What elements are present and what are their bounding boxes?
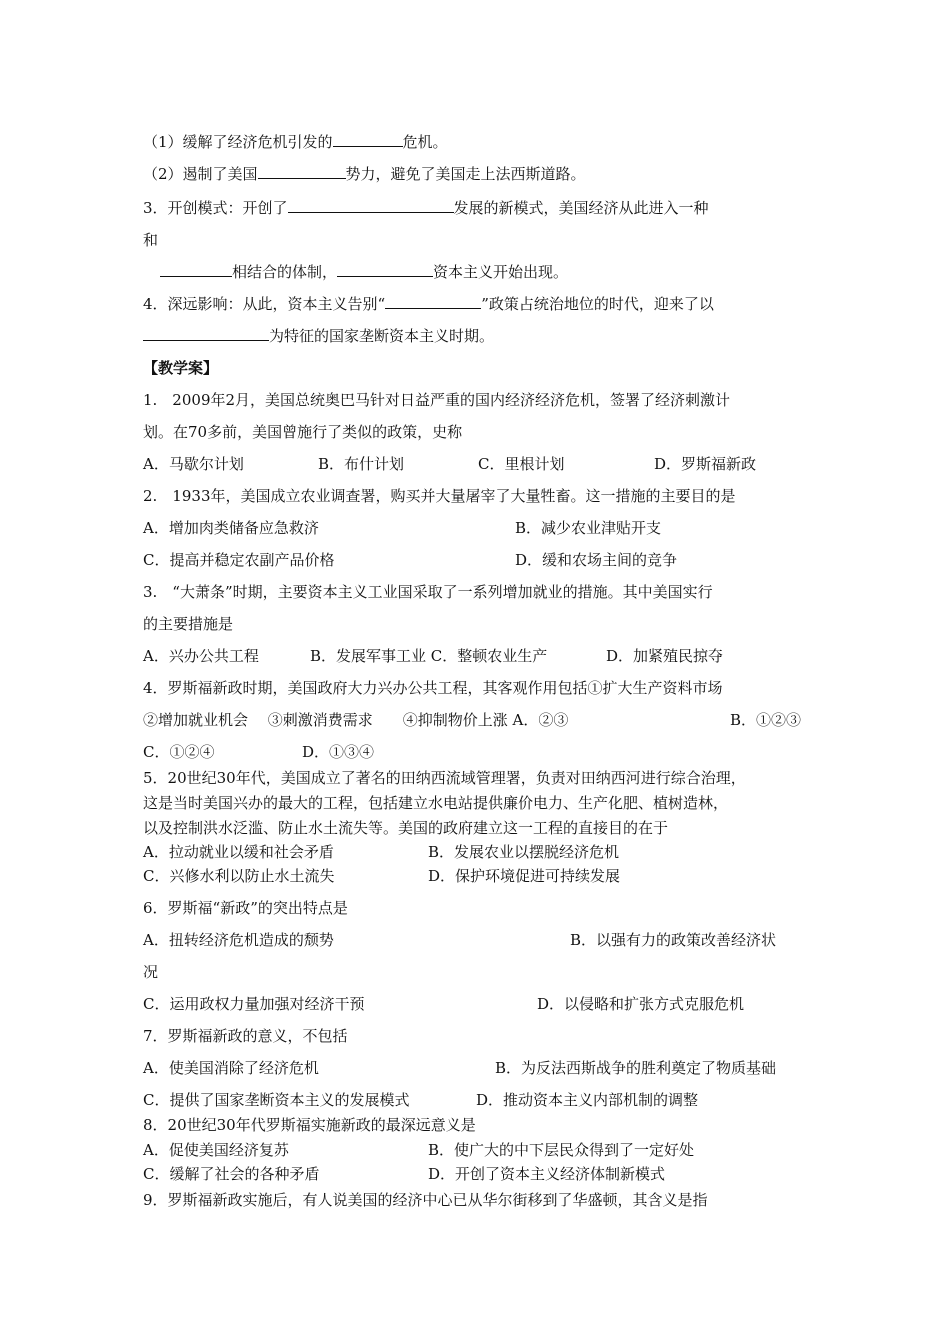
- q5-option-c[interactable]: C．兴修水利以防止水土流失: [143, 867, 335, 885]
- q6-option-a[interactable]: A．扭转经济危机造成的颓势: [143, 931, 334, 949]
- fill-text: 资本主义开始出现。: [433, 263, 569, 281]
- q8-option-a[interactable]: A．促使美国经济复苏: [143, 1141, 289, 1159]
- q1-stem-line-2: 划。在70多前，美国曾施行了类似的政策，史称: [143, 423, 463, 441]
- answer-blank[interactable]: [333, 132, 403, 147]
- q4-stem-line-1: 4．罗斯福新政时期，美国政府大力兴办公共工程，其客观作用包括①扩大生产资料市场: [143, 679, 723, 697]
- fill-text: 相结合的体制，: [232, 263, 338, 281]
- q5-stem-line-3: 以及控制洪水泛滥、防止水土流失等。美国的政府建立这一工程的直接目的在于: [143, 819, 669, 837]
- q7-option-a[interactable]: A．使美国消除了经济危机: [143, 1059, 319, 1077]
- fill-line-2: [143, 164, 586, 184]
- fill-line-7: [143, 326, 494, 346]
- q1-option-d[interactable]: D．罗斯福新政: [654, 455, 757, 473]
- q2-option-d[interactable]: D．缓和农场主间的竞争: [515, 551, 678, 569]
- q3-stem-line-2: 的主要措施是: [143, 615, 234, 633]
- q5-stem-line-2: 这是当时美国兴办的最大的工程，包括建立水电站提供廉价电力、生产化肥、植树造林，: [143, 794, 729, 812]
- q4-stem-line-2: ②增加就业机会 ③刺激消费需求 ④抑制物价上涨 A．②③: [143, 711, 569, 729]
- q4-option-c[interactable]: C．①②④: [143, 743, 215, 761]
- q2-option-b[interactable]: B．减少农业津贴开支: [515, 519, 662, 537]
- fill-line-3: [143, 198, 709, 218]
- fill-text: （2）遏制了美国: [143, 165, 258, 183]
- answer-blank[interactable]: [337, 262, 433, 277]
- q2-stem-line-1: 2. 1933年，美国成立农业调查署，购买并大量屠宰了大量牲畜。这一措施的主要目的是: [143, 487, 736, 505]
- q5-option-a[interactable]: A．拉动就业以缓和社会矛盾: [143, 843, 334, 861]
- q1-option-b[interactable]: B．布什计划: [318, 455, 405, 473]
- q7-option-d[interactable]: D．推动资本主义内部机制的调整: [476, 1091, 699, 1109]
- fill-text: 危机。: [402, 133, 448, 151]
- q2-option-a[interactable]: A．增加肉类储备应急救济: [143, 519, 319, 537]
- q6-option-d[interactable]: D．以侵略和扩张方式克服危机: [537, 995, 745, 1013]
- q5-option-b[interactable]: B．发展农业以摆脱经济危机: [428, 843, 620, 861]
- fill-line-5: [160, 262, 568, 282]
- q3-option-d[interactable]: D．加紧殖民掠夺: [606, 647, 724, 665]
- fill-text: （1）缓解了经济危机引发的: [143, 133, 333, 151]
- q5-stem-line-1: 5．20世纪30年代，美国成立了著名的田纳西流域管理署，负责对田纳西河进行综合治理，: [143, 769, 746, 787]
- q7-option-b[interactable]: B．为反法西斯战争的胜利奠定了物质基础: [495, 1059, 777, 1077]
- fill-text: 为特征的国家垄断资本主义时期。: [269, 327, 495, 345]
- q7-stem-line-1: 7．罗斯福新政的意义，不包括: [143, 1027, 348, 1045]
- q6-option-b[interactable]: B．以强有力的政策改善经济状: [570, 931, 777, 949]
- q2-option-c[interactable]: C．提高并稳定农副产品价格: [143, 551, 335, 569]
- fill-text: 势力，避免了美国走上法西斯道路。: [345, 165, 586, 183]
- q6-option-b-wrap: 况: [143, 963, 159, 981]
- q9-stem-line-1: 9．罗斯福新政实施后，有人说美国的经济中心已从华尔街移到了华盛顿，其含义是指: [143, 1191, 708, 1209]
- q3-option-a[interactable]: A．兴办公共工程: [143, 647, 259, 665]
- q7-option-c[interactable]: C．提供了国家垄断资本主义的发展模式: [143, 1091, 410, 1109]
- q4-option-b[interactable]: B．①②③: [730, 711, 802, 729]
- answer-blank[interactable]: [385, 294, 481, 309]
- q3-stem-line-1: 3. “大萧条”时期，主要资本主义工业国采取了一系列增加就业的措施。其中美国实行: [143, 583, 713, 601]
- q8-option-d[interactable]: D．开创了资本主义经济体制新模式: [428, 1165, 666, 1183]
- q1-option-a[interactable]: A．马歇尔计划: [143, 455, 244, 473]
- fill-line-1: [143, 132, 448, 152]
- q5-option-d[interactable]: D．保护环境促进可持续发展: [428, 867, 621, 885]
- fill-line-4: 和: [143, 231, 159, 249]
- answer-blank[interactable]: [143, 326, 269, 341]
- answer-blank[interactable]: [160, 262, 232, 277]
- answer-blank[interactable]: [288, 198, 454, 213]
- q4-option-d[interactable]: D．①③④: [302, 743, 375, 761]
- q8-option-c[interactable]: C．缓解了社会的各种矛盾: [143, 1165, 320, 1183]
- q8-option-b[interactable]: B．使广大的中下层民众得到了一定好处: [428, 1141, 695, 1159]
- q1-stem-line-1: 1. 2009年2月，美国总统奥巴马针对日益严重的国内经济经济危机，签署了经济刺激计: [143, 391, 731, 409]
- fill-text: ”政策占统治地位的时代，迎来了以: [481, 295, 714, 313]
- section-heading: 【教学案】: [143, 359, 219, 377]
- fill-text: 发展的新模式，美国经济从此进入一种: [453, 199, 709, 217]
- fill-text: 3．开创模式：开创了: [143, 199, 288, 217]
- q8-stem-line-1: 8．20世纪30年代罗斯福实施新政的最深远意义是: [143, 1116, 476, 1134]
- q6-stem-line-1: 6．罗斯福“新政”的突出特点是: [143, 899, 348, 917]
- fill-line-6: [143, 294, 714, 314]
- fill-text: 4．深远影响：从此，资本主义告别“: [143, 295, 386, 313]
- q3-option-bc[interactable]: B．发展军事工业 C．整顿农业生产: [310, 647, 548, 665]
- q1-option-c[interactable]: C．里根计划: [478, 455, 565, 473]
- answer-blank[interactable]: [258, 164, 346, 179]
- q6-option-c[interactable]: C．运用政权力量加强对经济干预: [143, 995, 365, 1013]
